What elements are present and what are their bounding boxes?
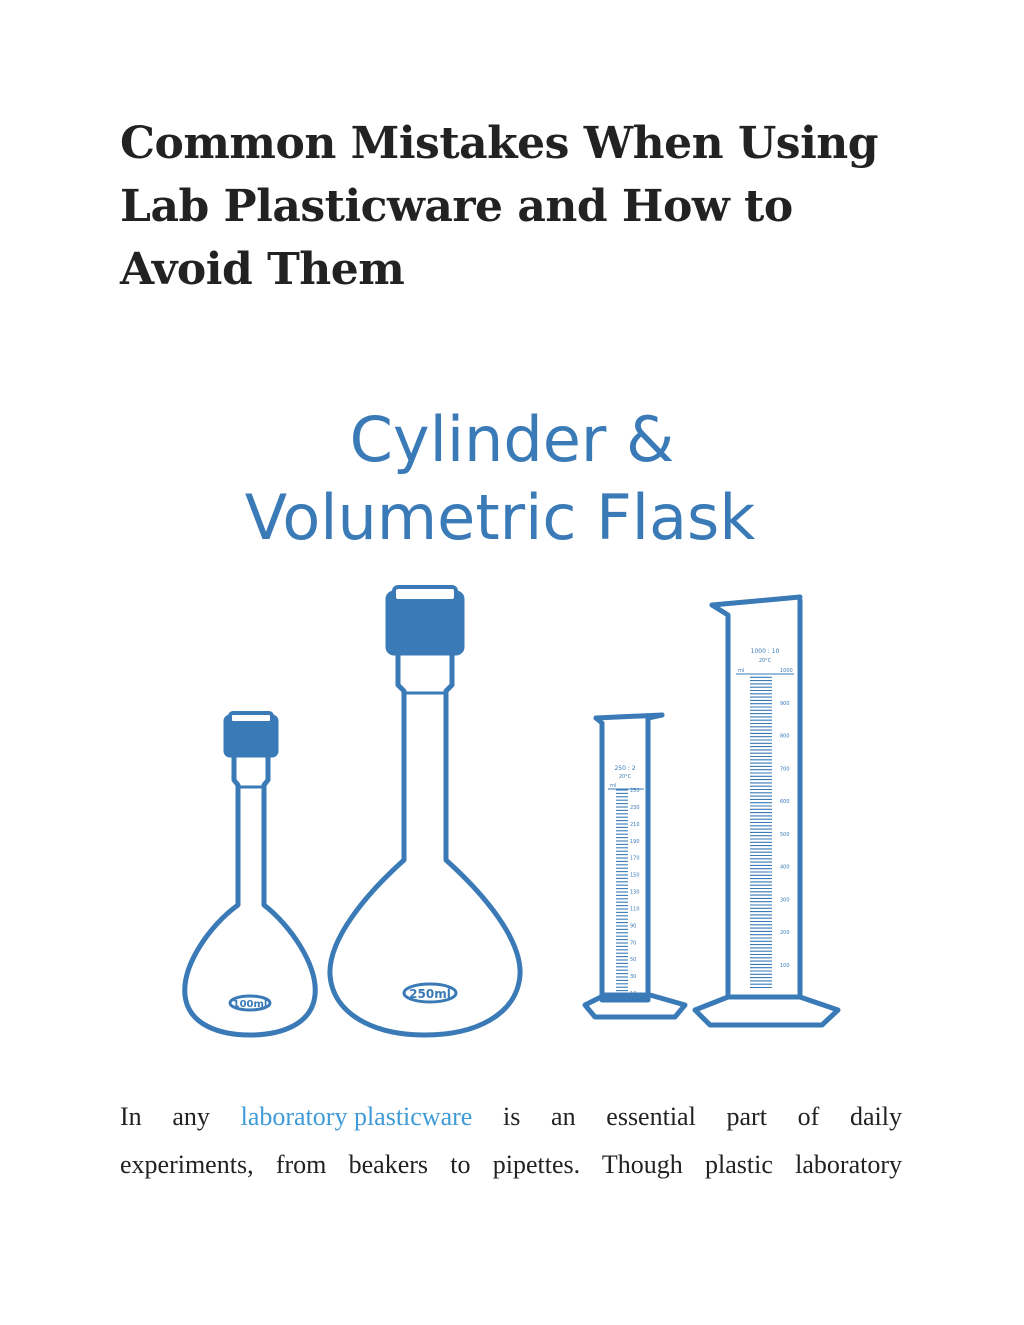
small-cylinder-scale-label: 30: [630, 974, 637, 981]
large-cylinder-spec: 1000 : 10: [750, 648, 780, 655]
small-cylinder-scale-label: 50: [630, 957, 637, 964]
large-cylinder-scale-label: 800: [780, 733, 790, 740]
paragraph-word: is: [503, 1102, 521, 1131]
small-cylinder-temp: 20°C: [618, 774, 632, 780]
small-cylinder-scale-label: 210: [630, 821, 640, 828]
paragraph-word: part: [726, 1102, 767, 1131]
large-cylinder-scale: [736, 648, 794, 988]
large-cylinder-scale-label: 1000: [780, 668, 793, 674]
small-cylinder-scale-label: 150: [630, 872, 640, 879]
paragraph-line-2: experiments, from beakers to pipettes. Though plastic laboratory: [120, 1150, 902, 1179]
large-flask-label: 250ml: [409, 987, 451, 1001]
paragraph-line-1: [120, 1093, 902, 1141]
lab-glassware-illustration: [150, 385, 874, 1050]
laboratory-plasticware-link[interactable]: laboratory plasticware: [240, 1102, 473, 1131]
paragraph-word: In: [120, 1102, 142, 1131]
large-cylinder-scale-label: 900: [780, 700, 790, 707]
large-cylinder-scale-label: 400: [780, 864, 790, 871]
large-cylinder-scale-label: 500: [780, 831, 790, 838]
large-cylinder-scale-label: 600: [780, 799, 790, 806]
small-cylinder-scale-label: 110: [630, 906, 640, 913]
small-cylinder-scale-label: 130: [630, 889, 640, 896]
small-cylinder-scale-label: 250: [630, 788, 640, 794]
paragraph-word: of: [797, 1102, 820, 1131]
small-cylinder-scale-label: 170: [630, 855, 640, 862]
paragraph-word: daily: [849, 1102, 902, 1131]
illustration-heading-line2: Volumetric Flask: [244, 481, 756, 554]
large-cylinder-temp: 20°C: [758, 658, 772, 664]
small-cylinder-scale-label: 90: [630, 923, 637, 930]
small-cylinder-scale-label: 10: [630, 991, 637, 997]
large-cylinder-scale-label: 700: [780, 766, 790, 773]
illustration-heading-line1: Cylinder &: [349, 403, 675, 476]
small-cylinder-scale-label: 190: [630, 838, 640, 845]
small-graduated-cylinder: [585, 715, 685, 1017]
paragraph-word: essential: [606, 1102, 696, 1131]
paragraph-word: an: [551, 1102, 576, 1131]
article-paragraph: [120, 1093, 902, 1189]
small-cylinder-scale: [608, 765, 644, 997]
small-cylinder-scale-label: 230: [630, 804, 640, 811]
small-flask-label: 100ml: [232, 999, 268, 1010]
large-cylinder-scale-label: 300: [780, 897, 790, 904]
small-volumetric-flask: [185, 713, 315, 1035]
large-cylinder-scale-label: 100: [780, 963, 790, 969]
large-cylinder-unit: ml: [738, 668, 745, 674]
small-cylinder-scale-label: 70: [630, 940, 637, 947]
paragraph-word: any: [172, 1102, 210, 1131]
article-illustration: [150, 385, 874, 1050]
small-cylinder-spec: 250 : 2: [614, 765, 636, 772]
large-cylinder-scale-label: 200: [780, 930, 790, 937]
large-volumetric-flask: [330, 587, 520, 1035]
small-cylinder-unit: ml: [610, 783, 617, 789]
article-title: Common Mistakes When Using Lab Plasticware and How to Avoid Them: [120, 118, 879, 295]
